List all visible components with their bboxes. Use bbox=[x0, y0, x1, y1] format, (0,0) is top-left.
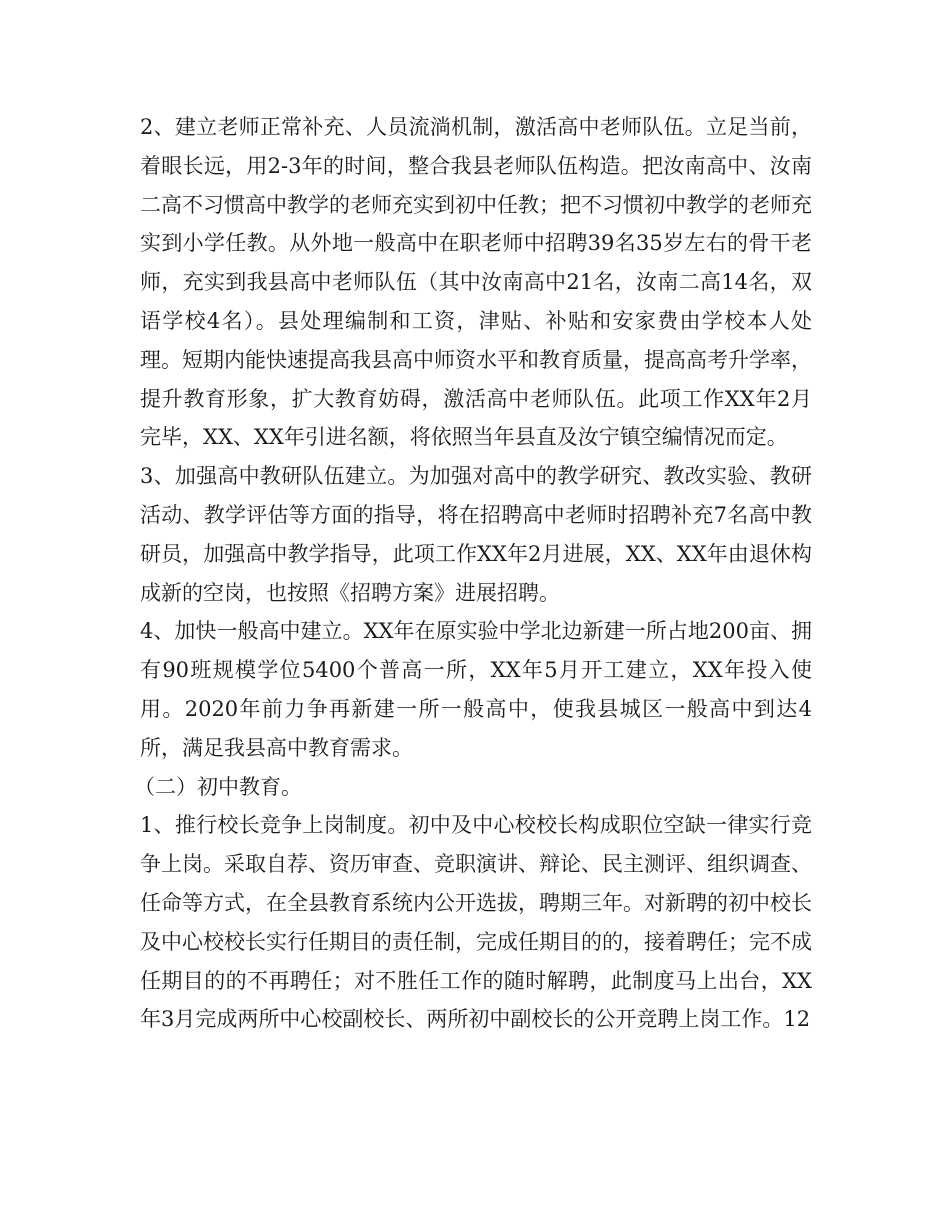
paragraph-high-school-construction: 4、加快一般高中建立。XX年在原实验中学北边新建一所占地200亩、拥有90班规模学位5400个普高一所，XX年5月开工建立，XX年投入使用。2020年前力争再新建一所一般高中，使我县城区一般高中到达4所，满足我县高中教育需求。 bbox=[140, 619, 812, 760]
section-heading-junior-high: （二）初中教育。 bbox=[134, 774, 302, 799]
paragraph-principal-competition: 1、推行校长竞争上岗制度。初中及中心校校长构成职位空缺一律实行竞争上岗。采取自荐、资历审查、竞职演讲、辩论、民主测评、组织调查、任命等方式，在全县教育系统内公开选拔，聘期三年。对新聘的初中校长及中心校校长实行任期目的责任制，完成任期目的的，接着聘任；完不成任期目的的不再聘任；对不胜任工作的随时解聘，此制度马上出台，XX年3月完成两所中心校副校长、两所初中副校长的公开竞聘上岗工作。12 bbox=[140, 813, 812, 1032]
document-body bbox=[134, 108, 812, 1039]
paragraph-research-team: 3、加强高中教研队伍建立。为加强对高中的教学研究、教改实验、教研活动、教学评估等方面的指导，将在招聘高中老师时招聘补充7名高中教研员，加强高中教学指导，此项工作XX年2月进展，XX、XX年由退休构成新的空岗，也按照《招聘方案》进展招聘。 bbox=[140, 464, 812, 605]
paragraph-teacher-mechanism: 2、建立老师正常补充、人员流淌机制，激活高中老师队伍。立足当前，着眼长远，用2-3年的时间，整合我县老师队伍构造。把汝南高中、汝南二高不习惯高中教学的老师充实到初中任教；把不习惯初中教学的老师充实到小学任教。从外地一般高中在职老师中招聘39名35岁左右的骨干老师，充实到我县高中老师队伍（其中汝南高中21名，汝南二高14名，双语学校4名）。县处理编制和工资，津贴、补贴和安家费由学校本人处理。短期内能快速提高我县高中师资水平和教育质量，提高高考升学率，提升教育形象，扩大教育妨碍，激活高中老师队伍。此项工作XX年2月完毕，XX、XX年引进名额，将依照当年县直及汝宁镇空编情况而定。 bbox=[140, 115, 812, 450]
